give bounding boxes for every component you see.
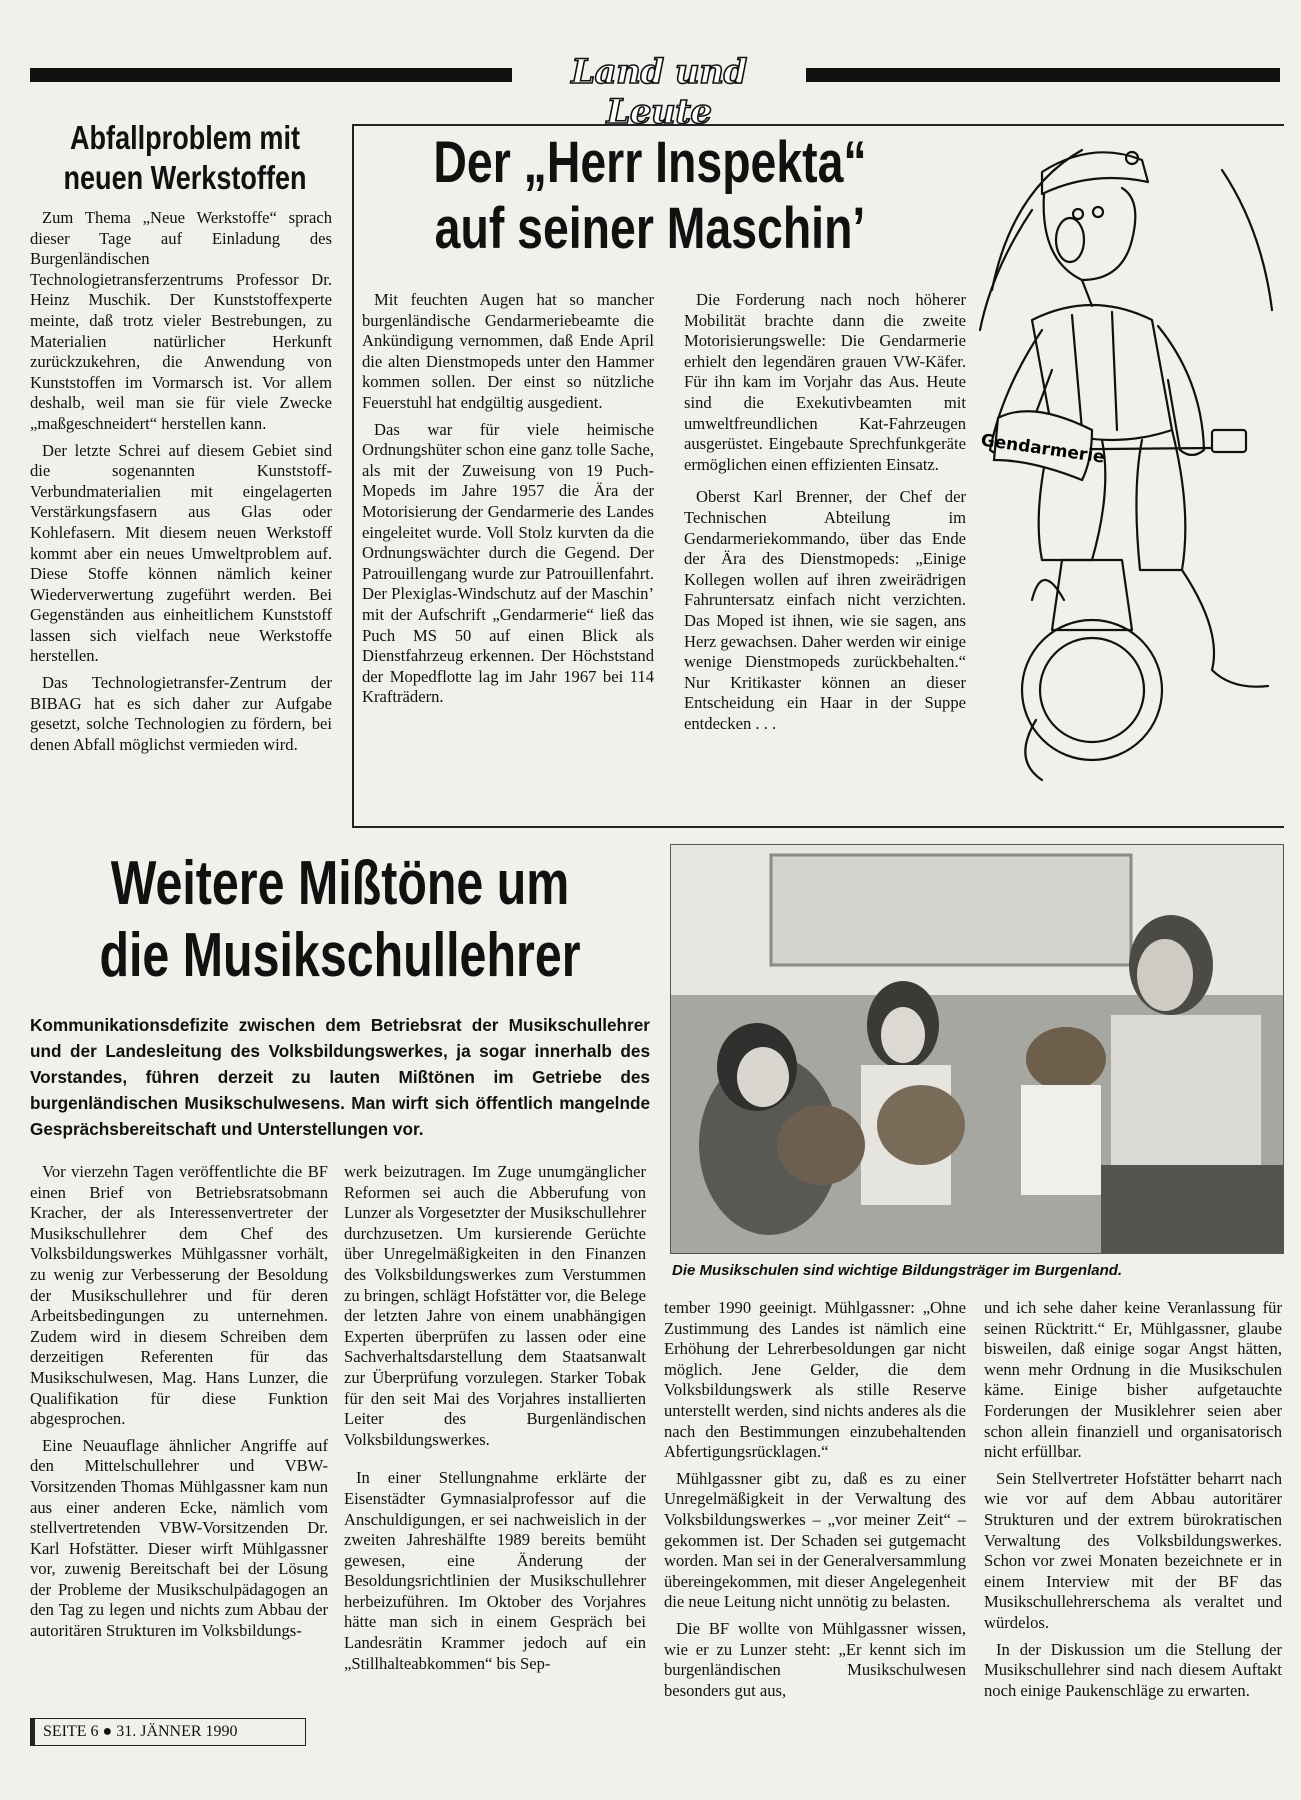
article3-paragraph: Mühlgassner gibt zu, daß es zu einer Unregelmäßigkeit in der Verwaltung des Volksbildungswerkes – „vor meiner Zeit“ – gekommen ist. Der Schaden sei gutgemacht worden. Man sei in der Generalversammlung übereingekommen, mit dieser Angelegenheit die neue Leitung nicht unnötig zu belasten. [664,1468,966,1612]
article1-paragraph: Zum Thema „Neue Werkstoffe“ sprach dieser Tage auf Einladung des Burgenländischen Technologietransferzentrums Professor Dr. Heinz Muschik. Der Kunststoffexperte meinte, daß trotz vieler Bestrebungen, zu Materialien natürlicher Herkunft zurückzukehren, die Anwendung von Kunststoffen im Vormarsch ist. Vor allem deshalb, weil man sie für viele Zwecke „maßgeschneidert“ herstellen kann. [30,208,332,433]
article2-headline-line1: Der „Herr Inspekta“ [433,130,867,195]
article2-headline [418,130,882,262]
article1-headline-line1: Abfallproblem mit [69,119,301,156]
article3-column-2 [344,1162,646,1680]
article3-paragraph: und ich sehe daher keine Veranlassung für seinen Rücktritt.“ Er, Mühlgassner, glaube bisweilen, daß einige sogar Angst hätten, wenn mehr Ordnung in die Musikschulen käme. Einige bisher aufgetauchte Forderungen der Musiklehrer seien aber schon allein finanziell und organisatorisch nicht erfüllbar. [984,1298,1282,1462]
article2-paragraph: Oberst Karl Brenner, der Chef der Technischen Abteilung im Gendarmeriekommando, über das Ende der Ära des Dienstmopeds: „Einige Kollegen wollen auf ihren zweirädrigen Fahruntersatz einfach nicht verzichten. Das Moped ist ihnen, wie sie sagen, ans Herz gewachsen. Daher werden wir einige wenige Dienstmopeds zurückbehalten.“ Nur Kritikaster können an dieser Entscheidung ein Haar in der Suppe entdecken . . . [684,487,966,733]
article3-paragraph: In einer Stellungnahme erklärte der Eisenstädter Gymnasialprofessor auf die Anschuldigungen, er sei nachweislich in der zweiten Jahreshälfte 1989 bereits bemüht gewesen, eine Änderung der Besoldungsrichtlinien der Musikschullehrer herbeizuführen. Im Oktober des Vorjahres hätte man sich in einem Gespräch bei Landesrätin Krammer jedoch auf ein „Stillhalteabkommen“ bis Sep- [344,1468,646,1673]
gendarme-moped-cartoon [972,130,1280,790]
music-school-photo [670,844,1284,1254]
article3-paragraph: Die BF wollte von Mühlgassner wissen, wie er zu Lunzer steht: „Er kennt sich im burgenländischen Musikschulwesen besonders gut aus, [664,1618,966,1700]
article2-paragraph: Mit feuchten Augen hat so mancher burgenländische Gendarmeriebeamte die Ankündigung vernommen, daß Ende April die alten Dienstmopeds unter den Hammer kommen sollen. Der einst so nützliche Feuerstuhl hat endgültig ausgedient. [362,290,654,412]
article2-headline-line2: auf seiner Maschin’ [434,196,866,261]
article3-column-4 [984,1298,1282,1707]
article2-paragraph: Das war für viele heimische Ordnungshüter schon eine ganz tolle Sache, als mit der Zuweisung von 19 Puch-Mopeds im Jahre 1957 die Ära der Motorisierung der Gendarmerie des Landes eingeleitet wurde. Voll Stolz kurvten da die Ordnungswächter durch die Gegend. Der Patrouillengang wurde zur Patrouillenfahrt. Der Plexiglas-Windschutz auf der Maschin’ mit der Aufschrift „Gendarmerie“ ließ das Puch MS 50 auf einen Blick als Dienstfahrzeug erkennen. Der Höchststand der Mopedflotte lag im Jahr 1967 bei 114 Krafträdern. [362,419,654,707]
cartoon-windshield-label: Gendarmerie [979,430,1106,468]
page-number: SEITE 6 [43,1723,99,1740]
article1-paragraph: Das Technologietransfer-Zentrum der BIBAG hat es sich daher zur Aufgabe gesetzt, solche Technologien zu fördern, bei denen Abfall möglichst vermieden wird. [30,673,332,754]
bullet-icon: ● [102,1723,117,1740]
section-logo: Land und Leute [571,52,747,132]
article3-column-1 [30,1162,328,1648]
header-rule-right [806,68,1280,82]
article3-headline-line1: Weitere Mißtöne um [110,849,570,918]
page-folio [30,1718,306,1746]
article3-paragraph: tember 1990 geeinigt. Mühlgassner: „Ohne Zustimmung des Landes ist nämlich eine Erhöhung der Lehrerbesoldungen gar nicht möglich. Jene Gelder, die dem Volksbildungswerk als stille Reserve unterstellt werden, sind nichts anderes als die nach den Bestimmungen einzubehaltenden Abfertigungsrücklagen.“ [664,1298,966,1462]
issue-date: 31. JÄNNER 1990 [116,1723,238,1740]
article3-paragraph: In der Diskussion um die Stellung der Musikschullehrer sind nach diesem Auftakt noch einige Paukenschläge zu erwarten. [984,1639,1282,1700]
photo-caption: Die Musikschulen sind wichtige Bildungsträger im Burgenland. [672,1262,1123,1279]
article3-paragraph: Sein Stellvertreter Hofstätter beharrt nach wie vor auf dem Abbau autoritärer Strukturen und der extrem bürokratischen Verwaltung des Volksbildungswerkes. Schon vor zwei Monaten bezeichnete er in einem Interview mit der BF das Musikschullehrerschema als veraltet und würdelos. [984,1468,1282,1632]
article3-paragraph: Vor vierzehn Tagen veröffentlichte die BF einen Brief von Betriebsratsobmann Kracher, der als Interessenvertreter der Musikschullehrer dem Chef des Volksbildungswerkes Mühlgassner vorhält, zu wenig zur Verbesserung der Besoldung der Musikschullehrer und für deren Arbeitsbedingungen zu unternehmen. Zudem wird in diesem Schreiben dem derzeitigen Referenten für das Musikschulwesen, Mag. Hans Lunzer, die Qualifikation für diese Funktion abgesprochen. [30,1162,328,1429]
article3-intro: Kommunikationsdefizite zwischen dem Betriebsrat der Musikschullehrer und der Landesleitung des Volksbildungswerkes, ja sogar innerhalb des Vorstandes, führen derzeit zu lauten Mißtönen im Getriebe des burgenländischen Musikschulwesens. Man wirft sich öffentlich mangelnde Gesprächsbereitschaft und Unterstellungen vor. [30,1015,650,1139]
article3-column-3 [664,1298,966,1707]
article1-paragraph: Der letzte Schrei auf diesem Gebiet sind die sogenannten Kunststoff-Verbundmaterialien mit eingelagerten Verstärkungsfasern aus Glas oder Kohlefasern. Mit diesem neuen Werkstoff kommt aber ein neues Umweltproblem auf. Diese Stoffe können nämlich keiner Wiederverwertung zugeführt werden. Bei Gegenständen aus einheitlichem Kunststoff lassen sich vielfach neue Werkstoffe herstellen. [30,440,332,666]
header-rule-left [30,68,512,82]
article2-column-1 [362,290,654,714]
article3-headline [98,848,582,992]
article1-body [30,208,332,761]
article1-headline [58,118,312,198]
article2-column-2 [684,290,966,740]
article3-headline-line2: die Musikschullehrer [99,921,581,990]
music-school-photo-image [671,845,1283,1253]
article3-paragraph: werk beizutragen. Im Zuge unumgänglicher Reformen sei auch die Abberufung von Lunzer als Vorgesetzter der Musikschullehrer durchzusetzen. Um kursierende Gerüchte über Unregelmäßigkeiten in den Finanzen des Volksbildungswerkes zum Verstummen zu bringen, schlägt Hofstätter vor, die Belege der letzten Jahre von einem unabhängigen Experten überprüfen zu lassen oder eine Sachverhaltsdarstellung dem Staatsanwalt zur Überprüfung vorzulegen. Starker Tobak für den seit Mai des Vorjahres installierten Leiter des Burgenländischen Volksbildungswerkes. [344,1162,646,1449]
article1-headline-line2: neuen Werkstoffen [63,159,307,196]
article3-paragraph: Eine Neuauflage ähnlicher Angriffe auf den Mittelschullehrer und VBW-Vorsitzenden Thomas Mühlgassner kam nun aus einer anderen Ecke, nämlich vom stellvertretenden VBW-Vorsitzenden Dr. Karl Hofstätter. Dieser wirft Mühlgassner vor, zuwenig Bereitschaft bei der Lösung der Probleme der Musikschulpädagogen an den Tag zu legen und nichts zum Abbau der autoritären Strukturen im Volksbildungs- [30,1435,328,1641]
article2-paragraph: Die Forderung nach noch höherer Mobilität brachte dann die zweite Motorisierungswelle: Die Gendarmerie erhielt den legendären grauen VW-Käfer. Für ihn kam im Vorjahr das Aus. Heute sind die Exekutivbeamten mit umweltfreundlichen Kat-Fahrzeugen ausgerüstet. Eingebaute Sprechfunkgeräte ermöglichen einen effizienten Einsatz. [684,290,966,474]
